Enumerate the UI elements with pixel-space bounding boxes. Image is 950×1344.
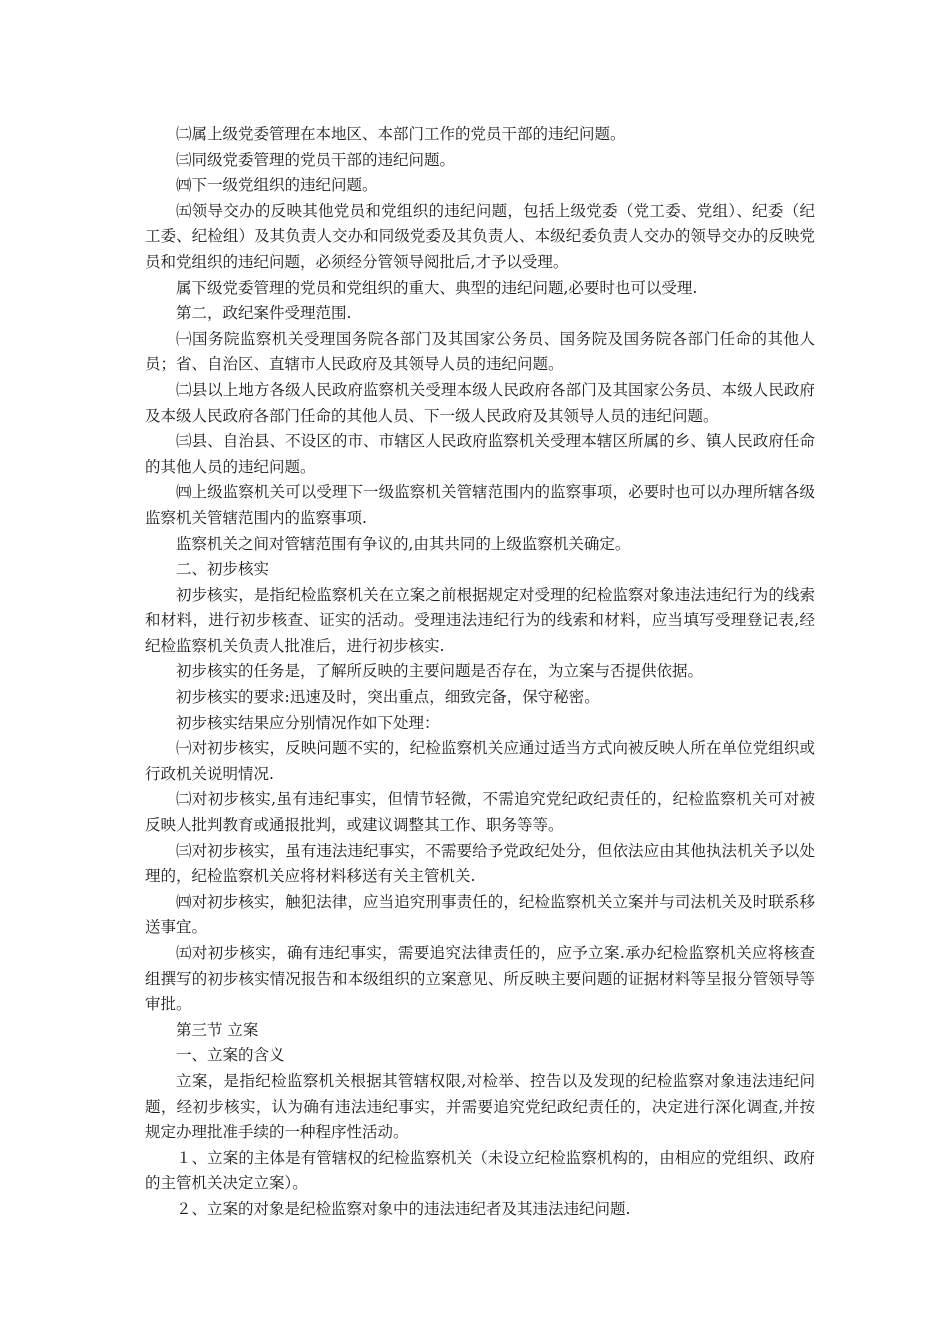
section-heading: 第三节 立案 bbox=[176, 1020, 259, 1039]
paragraph: ㈡属上级党委管理在本地区、本部门工作的党员干部的违纪问题。 bbox=[176, 125, 626, 143]
paragraph: ㈣对初步核实，触犯法律，应当追究刑事责任的，纪检监察机关立案并与司法机关及时联系移送事宜。 bbox=[145, 892, 815, 937]
paragraph: ㈣上级监察机关可以受理下一级监察机关管辖范围内的监察事项，必要时也可以办理所辖各级监察机关管辖范围内的监察事项. bbox=[145, 483, 815, 527]
paragraph: ㈤对初步核实，确有违纪事实，需要追究法律责任的，应予立案.承办纪检监察机关应将核查组撰写的初步核实情况报告和本级组织的立案意见、所反映主要问题的证据材料等呈报分管领导等审批。 bbox=[145, 944, 815, 1014]
paragraph: ㈡对初步核实,虽有违纪事实，但情节轻微，不需追究党纪政纪责任的，纪检监察机关可对被反映人批判教育或通报批判，或建议调整其工作、职务等等。 bbox=[145, 790, 815, 835]
paragraph: １、立案的主体是有管辖权的纪检监察机关（未设立纪检监察机构的，由相应的党组织、政府的主管机关决定立案）。 bbox=[145, 1148, 815, 1193]
paragraph: ㈢同级党委管理的党员干部的违纪问题。 bbox=[176, 150, 456, 169]
paragraph: 初步核实，是指纪检监察机关在立案之前根据规定对受理的纪检监察对象违法违纪行为的线索和材料，进行初步核查、证实的活动。受理违法违纪行为的线索和材料，应当填写受理登记表,经纪检监察机关负责人批准后，进行初步核实. bbox=[145, 585, 815, 655]
paragraph: 初步核实结果应分别情况作如下处理： bbox=[176, 713, 440, 732]
section-heading: 第二，政纪案件受理范围. bbox=[176, 304, 352, 323]
paragraph: ㈠对初步核实，反映问题不实的，纪检监察机关应通过适当方式向被反映人所在单位党组织或行政机关说明情况. bbox=[145, 739, 815, 783]
paragraph: ㈠国务院监察机关受理国务院各部门及其国家公务员、国务院及国务院各部门任命的其他人员；省、自治区、直辖市人民政府及其领导人员的违纪问题。 bbox=[145, 329, 815, 374]
section-heading: 一、立案的含义 bbox=[176, 1046, 285, 1065]
paragraph: ㈤领导交办的反映其他党员和党组织的违纪问题，包括上级党委（党工委、党组）、纪委（纪工委、纪检组）及其负责人交办和同级党委及其负责人、本级纪委负责人交办的领导交办的反映党员和党组织的违纪问题，必须经分管领导阅批后,才予以受理。 bbox=[145, 201, 815, 271]
paragraph: 属下级党委管理的党员和党组织的重大、典型的违纪问题,必要时也可以受理. bbox=[176, 278, 698, 297]
paragraph: 监察机关之间对管辖范围有争议的,由其共同的上级监察机关确定。 bbox=[176, 534, 631, 553]
paragraph: 立案，是指纪检监察机关根据其管辖权限,对检举、控告以及发现的纪检监察对象违法违纪问题，经初步核实，认为确有违法违纪事实，并需要追究党纪政纪责任的，决定进行深化调查,并按规定办理批准手续的一种程序性活动。 bbox=[145, 1071, 815, 1142]
paragraph: ２、立案的对象是纪检监察对象中的违法违纪者及其违法违纪问题. bbox=[176, 1199, 631, 1218]
paragraph: ㈣下一级党组织的违纪问题。 bbox=[176, 176, 378, 195]
paragraph: 初步核实的要求:迅速及时，突出重点，细致完备，保守秘密。 bbox=[176, 688, 600, 707]
document-page bbox=[145, 122, 815, 1223]
paragraph: ㈡县以上地方各级人民政府监察机关受理本级人民政府各部门及其国家公务员、本级人民政府及本级人民政府各部门任命的其他人员、下一级人民政府及其领导人员的违纪问题。 bbox=[145, 380, 815, 425]
paragraph: ㈢县、自治县、不设区的市、市辖区人民政府监察机关受理本辖区所属的乡、镇人民政府任命的其他人员的违纪问题。 bbox=[145, 432, 815, 476]
paragraph: 初步核实的任务是，了解所反映的主要问题是否存在，为立案与否提供依据。 bbox=[176, 662, 704, 681]
section-heading: 二、初步核实 bbox=[176, 560, 270, 579]
paragraph: ㈢对初步核实，虽有违法违纪事实，不需要给予党政纪处分，但依法应由其他执法机关予以处理的，纪检监察机关应将材料移送有关主管机关. bbox=[145, 841, 815, 886]
